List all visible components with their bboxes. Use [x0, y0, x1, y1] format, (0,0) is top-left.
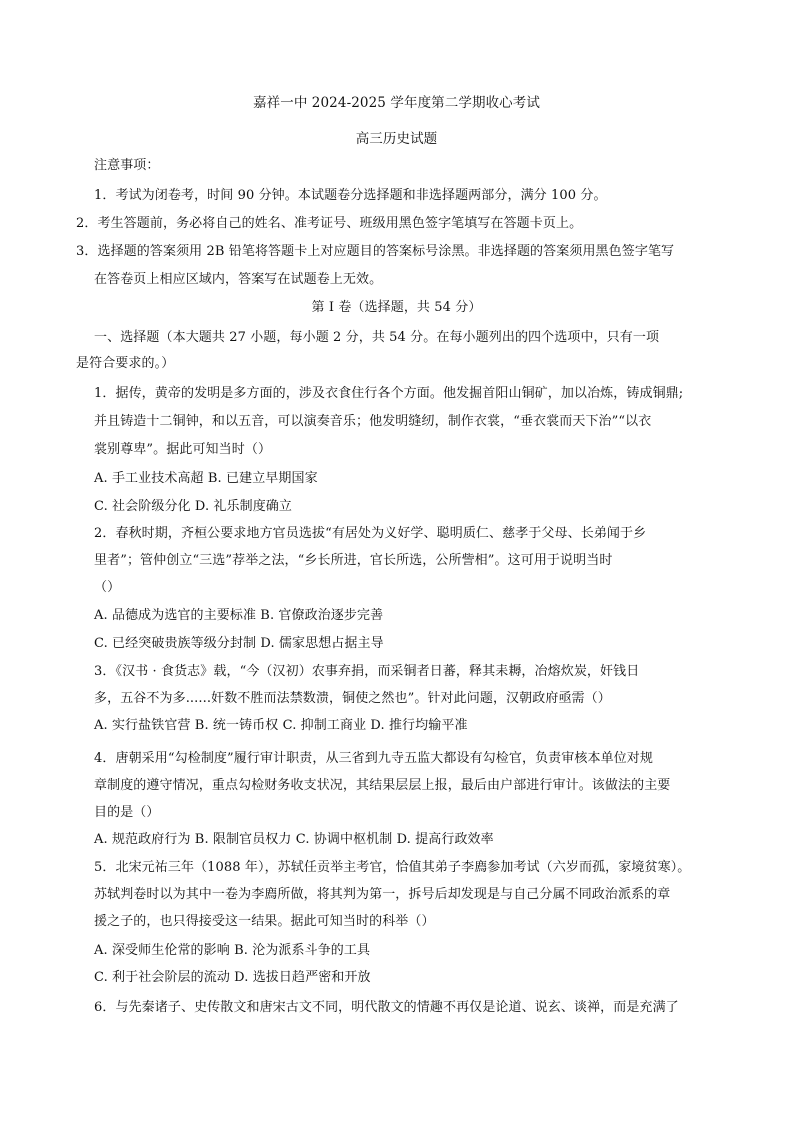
notice-heading: 注意事项： — [94, 158, 160, 173]
question-5-line-3: 援之子的，也只得接受这一结果。据此可知当时的科举（） — [94, 914, 435, 929]
question-4-options: A. 规范政府行为 B. 限制官员权力 C. 协调中枢机制 D. 提高行政效率 — [94, 832, 494, 847]
section-instruction-line-2: 是符合要求的。） — [76, 356, 175, 371]
exam-subtitle: 高三历史试题 — [355, 131, 438, 147]
notice-item-2: 2．考生答题前，务必将自己的姓名、准考证号、班级用黑色签字笔填写在答题卡页上。 — [76, 216, 583, 231]
question-2-options-cd: C. 已经突破贵族等级分封制 D. 儒家思想占据主导 — [94, 636, 384, 651]
question-6-line-1: 6．与先秦诸子、史传散文和唐宋古文不同，明代散文的情趣不再仅是论道、说玄、谈禅，而是充满了 — [94, 1000, 679, 1015]
notice-item-3-line-2: 在答卷页上相应区域内，答案写在试题卷上无效。 — [94, 272, 383, 287]
question-1-line-1: 1．据传，黄帝的发明是多方面的，涉及衣食住行各个方面。他发掘首阳山铜矿，加以冶炼，铸成铜鼎; — [94, 386, 684, 401]
question-5-options-cd: C. 利于社会阶层的流动 D. 选拔日趋严密和开放 — [94, 970, 371, 985]
question-2-options-ab: A. 品德成为选官的主要标准 B. 官僚政治逐步完善 — [94, 608, 384, 623]
question-4-line-1: 4．唐朝采用“勾检制度”履行审计职责，从三省到九寺五监大都设有勾检官，负责审核本单位对规 — [94, 751, 653, 766]
section-instruction-line-1: 一、选择题（本大题共 27 小题，每小题 2 分，共 54 分。在每小题列出的四个选项中，只有一项 — [94, 330, 660, 345]
question-1-line-3: 裳别尊卑”。据此可知当时（） — [94, 442, 272, 457]
question-1-options-ab: A. 手工业技术高超 B. 已建立早期国家 — [94, 471, 318, 486]
question-2-line-2: 里者”；管仲创立“三选”荐举之法，“乡长所进，官长所选，公所訾相”。这可用于说明当时 — [94, 553, 613, 568]
question-3-line-1: 3．《汉书 · 食货志》载，“今（汉初）农事弃捐，而采铜者日蕃，释其耒耨，冶熔炊炭，奸钱日 — [94, 664, 640, 679]
question-3-line-2: 多，五谷不为多......奸数不胜而法禁数溃，铜使之然也”。针对此问题，汉朝政府亟需（） — [94, 691, 611, 706]
question-5-line-1: 5．北宋元祐三年（1088 年），苏轼任贡举主考官，恰值其弟子李廌参加考试（六岁而孤，家境贫寒）。 — [94, 860, 691, 875]
section-title: 第 I 卷（选择题，共 54 分） — [311, 300, 482, 315]
question-2-line-1: 2．春秋时期，齐桓公要求地方官员选拔“有居处为义好学、聪明质仁、慈孝于父母、长弟闻于乡 — [94, 526, 647, 541]
exam-title: 嘉祥一中 2024-2025 学年度第二学期收心考试 — [253, 95, 540, 111]
notice-item-3-line-1: 3．选择题的答案须用 2B 铅笔将答题卡上对应题目的答案标号涂黑。非选择题的答案须用黑色签字笔写 — [76, 244, 675, 259]
question-2-line-3: （） — [94, 580, 121, 595]
question-1-line-2: 并且铸造十二铜钟，和以五音，可以演奏音乐；他发明缝纫，制作衣裳，“垂衣裳而天下治”“以衣 — [94, 414, 652, 429]
notice-item-1: 1．考试为闭卷考，时间 90 分钟。本试题卷分选择题和非选择题两部分，满分 100 分。 — [94, 188, 607, 203]
question-4-line-2: 章制度的遵守情况，重点勾检财务收支状况，其结果层层上报，最后由户部进行审计。该做法的主要 — [94, 778, 671, 793]
question-3-options: A. 实行盐铁官营 B. 统一铸币权 C. 抑制工商业 D. 推行均输平准 — [94, 718, 468, 733]
question-5-line-2: 苏轼判卷时以为其中一卷为李廌所做，将其判为第一，拆号后却发现是与自己分属不同政治派系的章 — [94, 887, 671, 902]
question-5-options-ab: A. 深受师生伦常的影响 B. 沦为派系斗争的工具 — [94, 943, 371, 958]
question-1-options-cd: C. 社会阶级分化 D. 礼乐制度确立 — [94, 499, 293, 514]
question-4-line-3: 目的是（） — [94, 805, 160, 820]
